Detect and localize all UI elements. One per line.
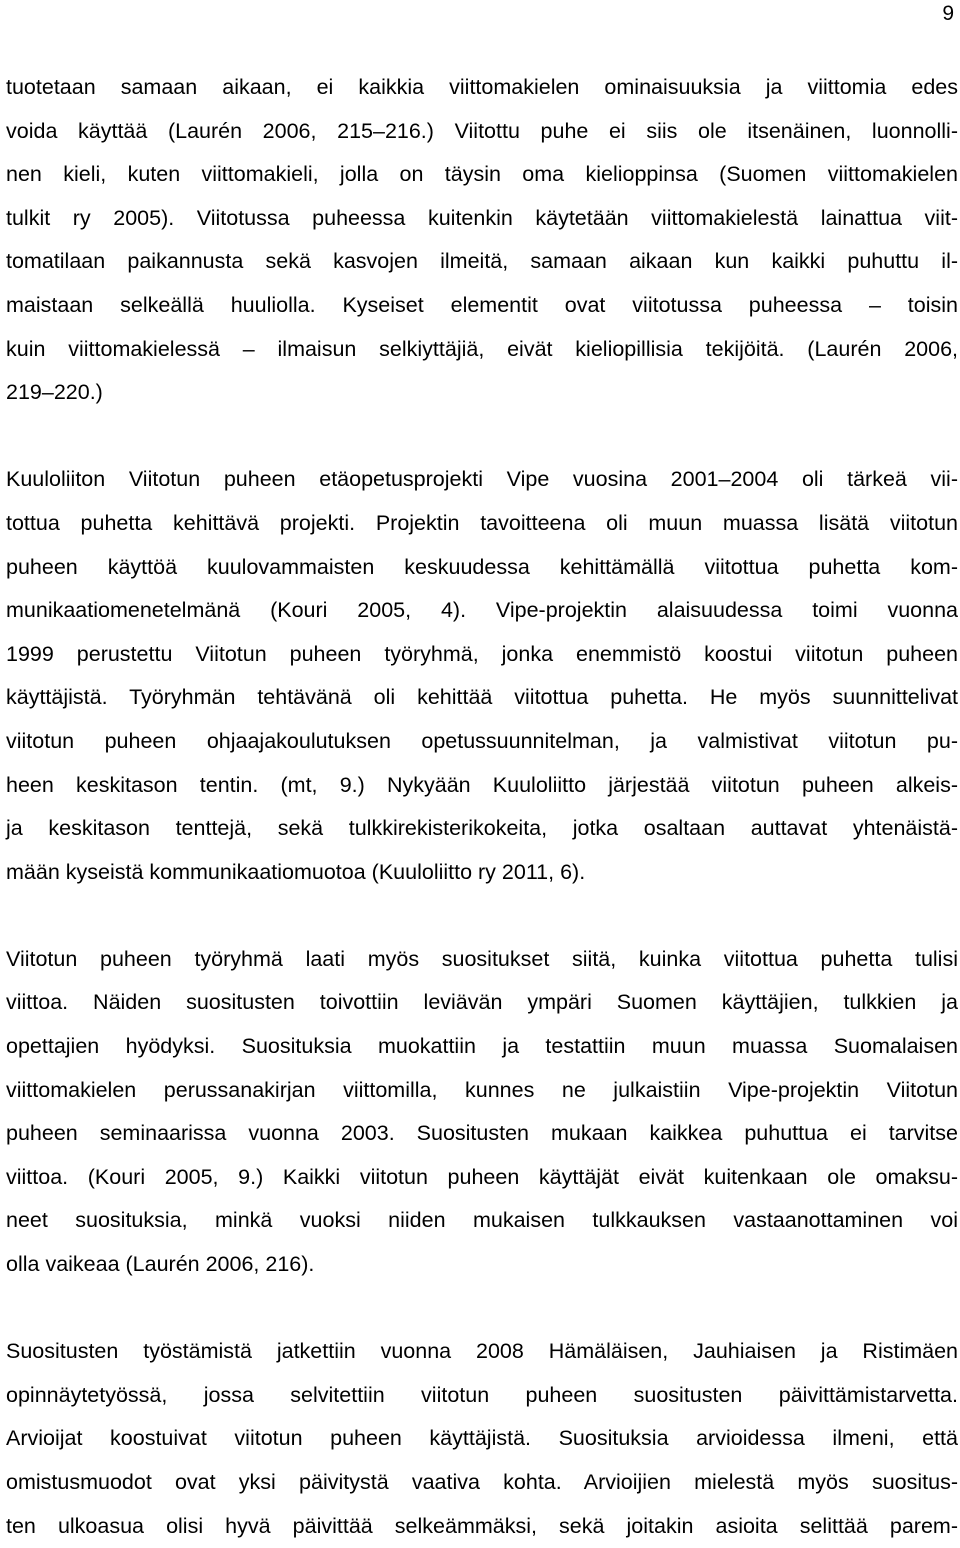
paragraph-gap: [6, 1287, 958, 1331]
text-line: 1999 perustettu Viitotun puheen työryhmä, jonka enemmistö koostui viitotun puheen: [6, 641, 958, 666]
text-line: käyttäjistä. Työryhmän tehtävänä oli kehittää viitottua puhetta. He myös suunnittelivat: [6, 685, 958, 710]
text-line: tottua puhetta kehittävä projekti. Projektin tavoitteena oli muun muassa lisätä viitotun: [6, 510, 958, 535]
text-line: voida käyttää (Laurén 2006, 215–216.) Viitottu puhe ei siis ole itsenäinen, luonnolli-: [6, 118, 958, 143]
document-body: [6, 66, 958, 1548]
text-line: opettajien hyödyksi. Suosituksia muokattiin ja testattiin muun muassa Suomalaisen: [6, 1034, 958, 1059]
text-line: Arvioijat koostuivat viitotun puheen käyttäjistä. Suosituksia arvioidessa ilmeni, että: [6, 1426, 958, 1451]
page-number: 9: [942, 2, 954, 25]
text-line: viittomakielen perussanakirjan viittomilla, kunnes ne julkaistiin Vipe-projektin Viitotun: [6, 1077, 958, 1102]
paragraph: [6, 938, 958, 1287]
text-line: 219–220.): [6, 380, 103, 405]
text-line: nen kieli, kuten viittomakieli, jolla on täysin oma kielioppinsa (Suomen viittomakielen: [6, 162, 958, 187]
text-line: heen keskitason tentin. (mt, 9.) Nykyään Kuuloliitto järjestää viitotun puheen alkeis-: [6, 772, 958, 797]
text-line: puheen seminaarissa vuonna 2003. Suositusten mukaan kaikkea puhuttua ei tarvitse: [6, 1121, 958, 1146]
paragraph-gap: [6, 894, 958, 938]
text-line: maistaan selkeällä huuliolla. Kyseiset elementit ovat viitotussa puheessa – toisin: [6, 292, 958, 317]
text-line: neet suosituksia, minkä vuoksi niiden mukaisen tulkkauksen vastaanottaminen voi: [6, 1208, 958, 1233]
text-line: tomatilaan paikannusta sekä kasvojen ilmeitä, samaan aikaan kun kaikki puhuttu il-: [6, 249, 958, 274]
text-line: ten ulkoasua olisi hyvä päivittää selkeämmäksi, sekä joitakin asioita selittää parem-: [6, 1513, 958, 1538]
text-line: opinnäytetyössä, jossa selvitettiin viitotun puheen suositusten päivittämistarvetta.: [6, 1382, 958, 1407]
text-line: viittoa. Näiden suositusten toivottiin leviävän ympäri Suomen käyttäjien, tulkkien ja: [6, 990, 958, 1015]
text-line: viitotun puheen ohjaajakoulutuksen opetussuunnitelman, ja valmistivat viitotun pu-: [6, 728, 958, 753]
text-line: mään kyseistä kommunikaatiomuotoa (Kuuloliitto ry 2011, 6).: [6, 859, 586, 884]
text-line: kuin viittomakielessä – ilmaisun selkiyttäjiä, eivät kieliopillisia tekijöitä. (Laurén 2006,: [6, 336, 958, 361]
text-line: ja keskitason tenttejä, sekä tulkkirekisterikokeita, jotka osaltaan auttavat yhtenäistä-: [6, 816, 958, 841]
text-line: puheen käyttöä kuulovammaisten keskuudessa kehittämällä viitottua puhetta kom-: [6, 554, 958, 579]
text-line: Kuuloliiton Viitotun puheen etäopetusprojekti Vipe vuosina 2001–2004 oli tärkeä vii-: [6, 467, 958, 492]
paragraph: [6, 66, 958, 415]
text-line: munikaatiomenetelmänä (Kouri 2005, 4). Vipe-projektin alaisuudessa toimi vuonna: [6, 598, 958, 623]
text-line: tuotetaan samaan aikaan, ei kaikkia viittomakielen ominaisuuksia ja viittomia edes: [6, 75, 958, 99]
text-line: viittoa. (Kouri 2005, 9.) Kaikki viitotun puheen käyttäjät eivät kuitenkaan ole omaksu-: [6, 1164, 958, 1189]
text-line: Viitotun puheen työryhmä laati myös suositukset siitä, kuinka viitottua puhetta tulisi: [6, 946, 958, 971]
text-line: Suositusten työstämistä jatkettiin vuonna 2008 Hämäläisen, Jauhiaisen ja Ristimäen: [6, 1339, 958, 1364]
paragraph-gap: [6, 415, 958, 459]
text-line: olla vaikeaa (Laurén 2006, 216).: [6, 1252, 315, 1277]
text-line: omistusmuodot ovat yksi päivitystä vaativa kohta. Arvioijien mielestä myös suositus-: [6, 1470, 958, 1494]
text-line: tulkit ry 2005). Viitotussa puheessa kuitenkin käytetään viittomakielestä lainattua viit-: [6, 205, 958, 230]
paragraph: [6, 1330, 958, 1548]
paragraph: [6, 458, 958, 894]
